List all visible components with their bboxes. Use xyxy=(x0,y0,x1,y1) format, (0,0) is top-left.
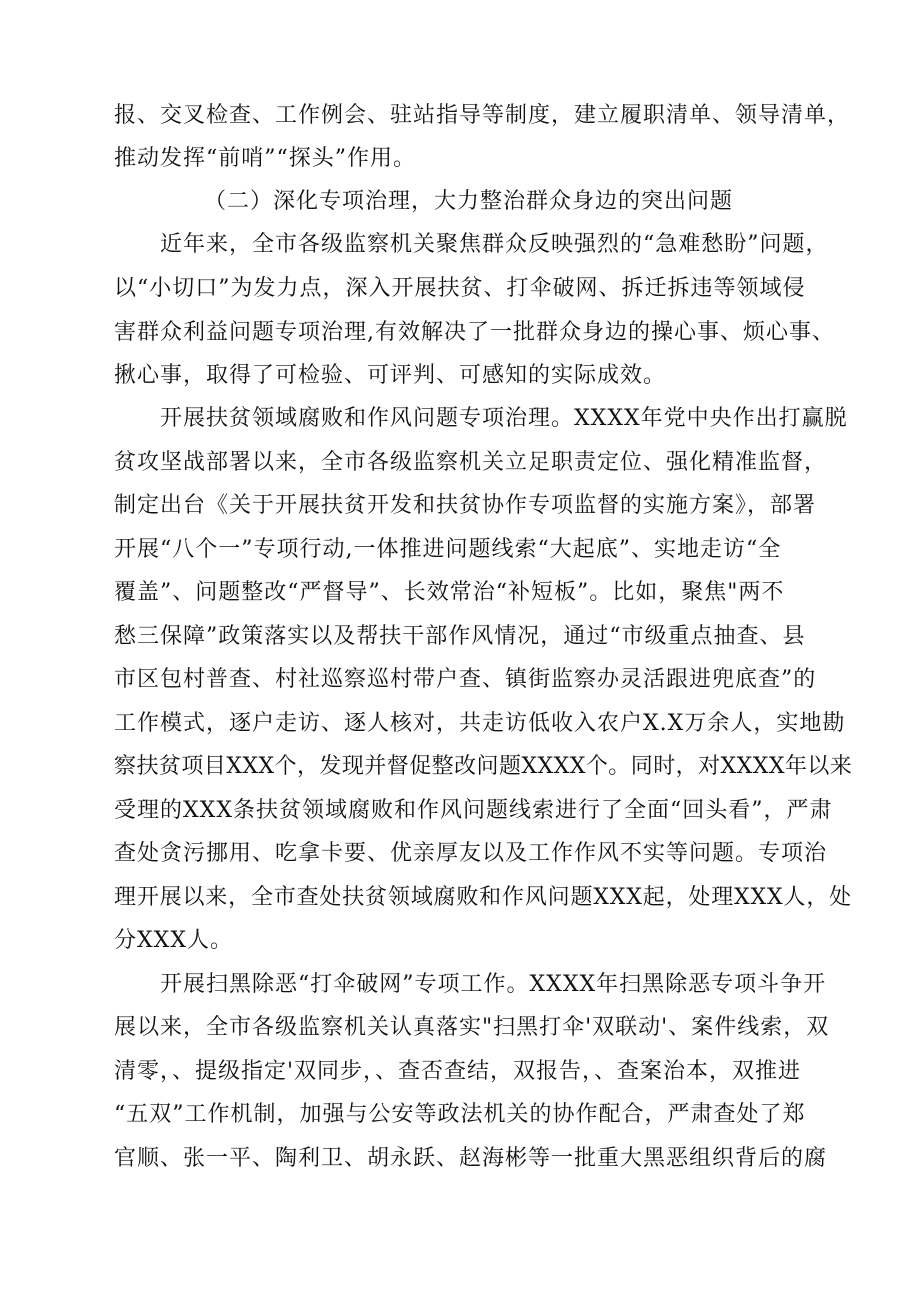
text-line: 开展扫黑除恶“打伞破网”专项工作。XXXX年扫黑除恶专项斗争开 xyxy=(160,972,827,997)
text-line: 推动发挥“前哨”“探头”作用。 xyxy=(114,146,416,171)
text-line: “五双”工作机制，加强与公安等政法机关的协作配合，严肃查处了郑 xyxy=(114,1102,806,1127)
text-line: 受理的XXX条扶贫领域腐败和作风问题线索进行了全面“回头看”，严肃 xyxy=(114,798,833,823)
text-line: 察扶贫项目XXX个，发现并督促整改问题XXXX个。同时，对XXXX年以来 xyxy=(114,754,853,779)
text-line: 清零，、提级指定'双同步，、查否查结，双报告，、查案治本，双推进 xyxy=(114,1059,802,1084)
text-line: 市区包村普查、村社巡察巡村带户查、镇街监察办灵活跟进兜底查”的 xyxy=(114,667,817,692)
text-line: 贫攻坚战部署以来，全市各级监察机关立足职责定位、强化精准监督， xyxy=(114,450,828,475)
text-line: 查处贪污挪用、吃拿卡要、优亲厚友以及工作作风不实等问题。专项治 xyxy=(114,841,828,866)
section-heading: （二）深化专项治理，大力整治群众身边的突出问题 xyxy=(204,189,734,214)
text-line: 展以来，全市各级监察机关认真落实"扫黑打伞'双联动'、案件线索，双 xyxy=(114,1015,830,1040)
text-line: 官顺、张一平、陶利卫、胡永跃、赵海彬等一批重大黑恶组织背后的腐 xyxy=(114,1146,828,1171)
text-line: 覆盖”、问题整改“严督导”、长效常治“补短板”。比如，聚焦"两不 xyxy=(114,580,785,605)
text-line: 以“小切口”为发力点，深入开展扶贫、打伞破网、拆迁拆违等领域侵 xyxy=(114,276,806,301)
text-line: 愁三保障”政策落实以及帮扶干部作风情况，通过“市级重点抽查、县 xyxy=(114,624,806,649)
text-line: 报、交叉检查、工作例会、驻站指导等制度，建立履职清单、领导清单， xyxy=(114,103,851,128)
text-line: 开展扶贫领域腐败和作风问题专项治理。XXXX年党中央作出打赢脱 xyxy=(160,406,848,431)
text-line: 理开展以来，全市查处扶贫领域腐败和作风问题XXX起，处理XXX人，处 xyxy=(114,885,852,910)
text-line: 制定出台《关于开展扶贫开发和扶贫协作专项监督的实施方案》，部署 xyxy=(114,493,817,518)
text-line: 开展“八个一”专项行动,一体推进问题线索“大起底”、实地走访“全 xyxy=(114,537,782,562)
text-line: 揪心事，取得了可检验、可评判、可感知的实际成效。 xyxy=(114,363,667,388)
text-line: 近年来，全市各级监察机关聚焦群众反映强烈的“急难愁盼”问题， xyxy=(160,232,829,257)
text-line: 工作模式，逐户走访、逐人核对，共走访低收入农户X.X万余人，实地勘 xyxy=(114,711,846,736)
text-line: 害群众利益问题专项治理,有效解决了一批群众身边的操心事、烦心事、 xyxy=(114,320,835,345)
text-line: 分XXX人。 xyxy=(114,928,233,953)
